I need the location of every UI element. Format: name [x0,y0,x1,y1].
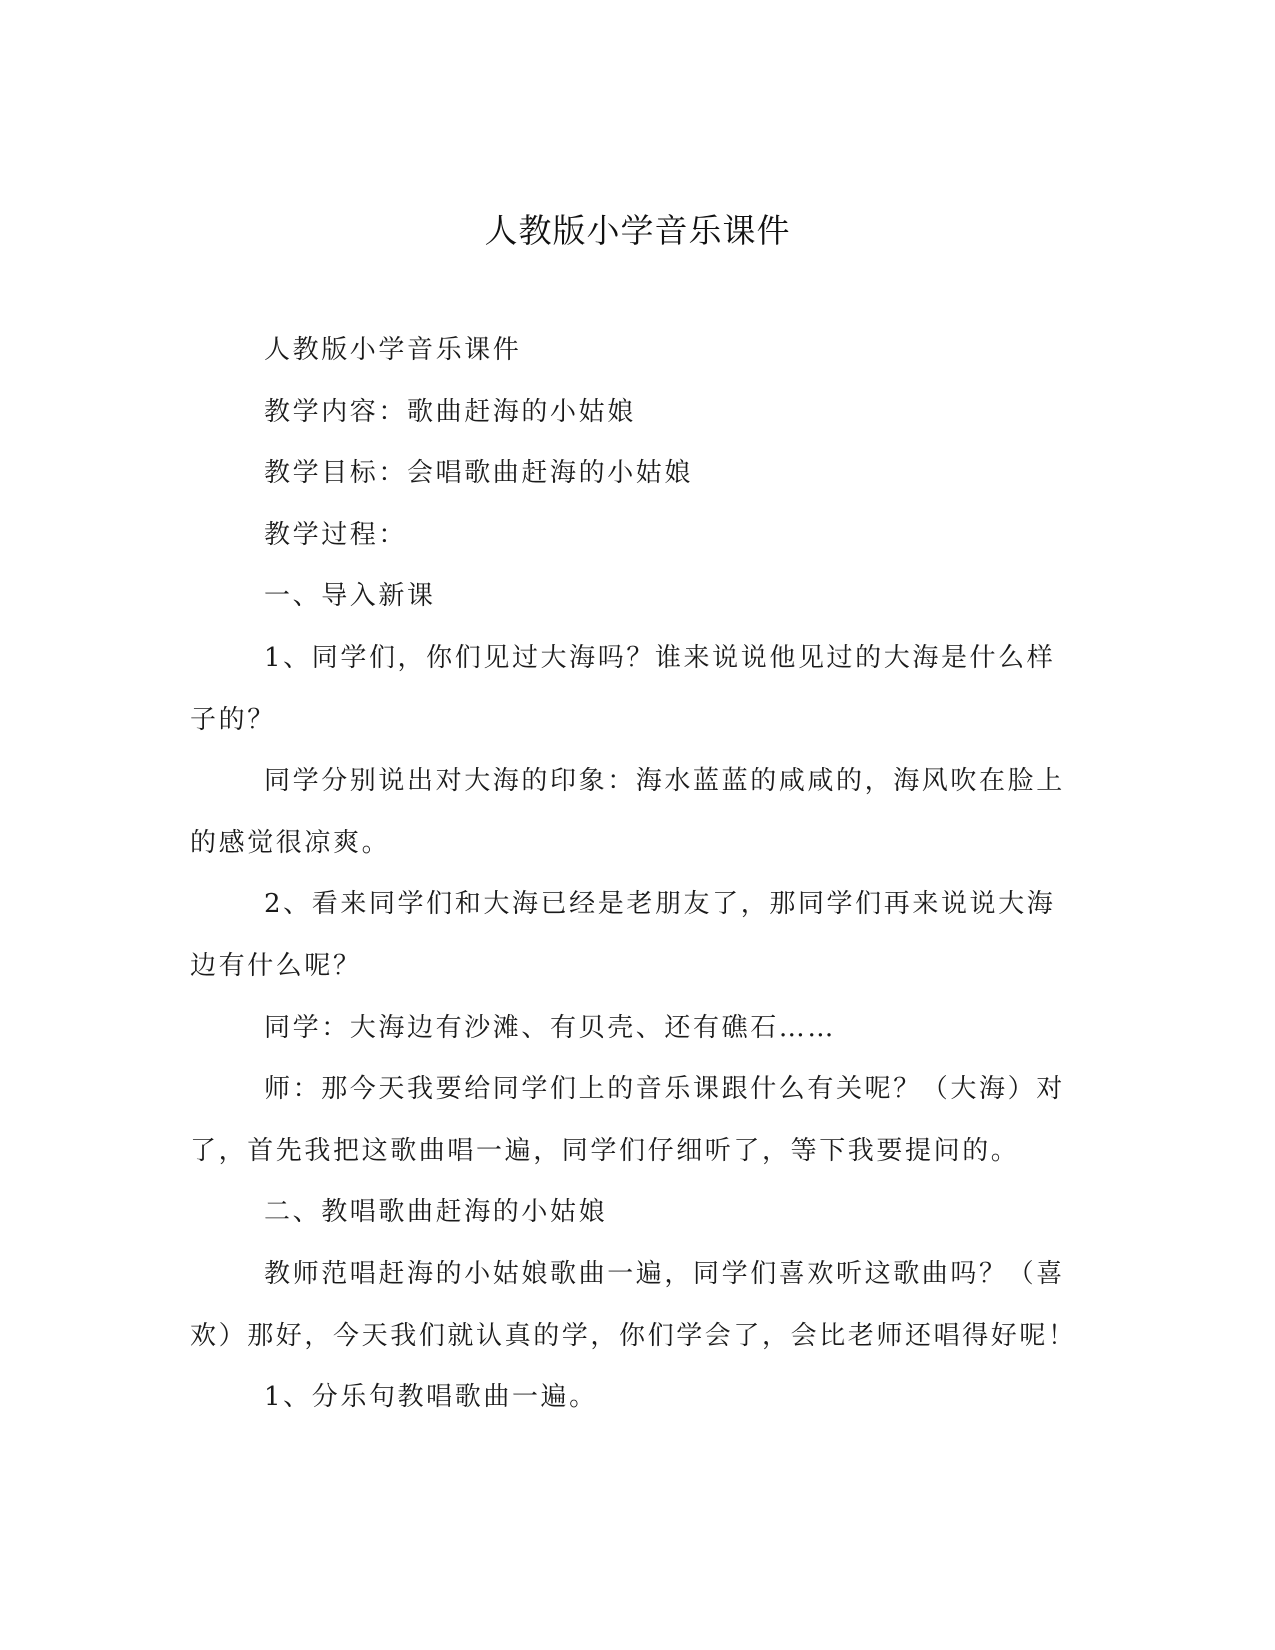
paragraph-teaching-content: 教学内容：歌曲赶海的小姑娘 [264,396,636,427]
document-title: 人教版小学音乐课件 [484,211,791,250]
paragraph-teacher-demo: 教师范唱赶海的小姑娘歌曲一遍，同学们喜欢听这歌曲吗？（喜欢）那好，今天我们就认真的学，你们学会了，会比老师还唱得好呢！ [190,1258,1077,1351]
paragraph-heading-repeat: 人教版小学音乐课件 [264,335,522,365]
paragraph-teaching-process: 教学过程： [264,519,408,550]
paragraph-question-two: 2、看来同学们和大海已经是老朋友了，那同学们再来说说大海边有什么呢？ [190,889,1056,981]
paragraph-teaching-goal: 教学目标：会唱歌曲赶海的小姑娘 [264,458,694,489]
paragraph-student-answer: 同学：大海边有沙滩、有贝壳、还有礁石…… [264,1012,837,1043]
paragraph-section-two: 二、教唱歌曲赶海的小姑娘 [264,1197,608,1228]
paragraph-student-impression: 同学分别说出对大海的印象：海水蓝蓝的咸咸的，海风吹在脸上的感觉很凉爽。 [190,766,1065,858]
paragraph-step-one: 1、分乐句教唱歌曲一遍。 [264,1382,598,1413]
paragraph-teacher-intro: 师：那今天我要给同学们上的音乐课跟什么有关呢？（大海）对了，首先我把这歌曲唱一遍，同学们仔细听了，等下我要提问的。 [190,1074,1065,1166]
paragraph-question-one: 1、同学们，你们见过大海吗？谁来说说他见过的大海是什么样子的？ [190,642,1056,735]
paragraph-section-one: 一、导入新课 [264,581,436,612]
document-body [190,320,1080,1429]
